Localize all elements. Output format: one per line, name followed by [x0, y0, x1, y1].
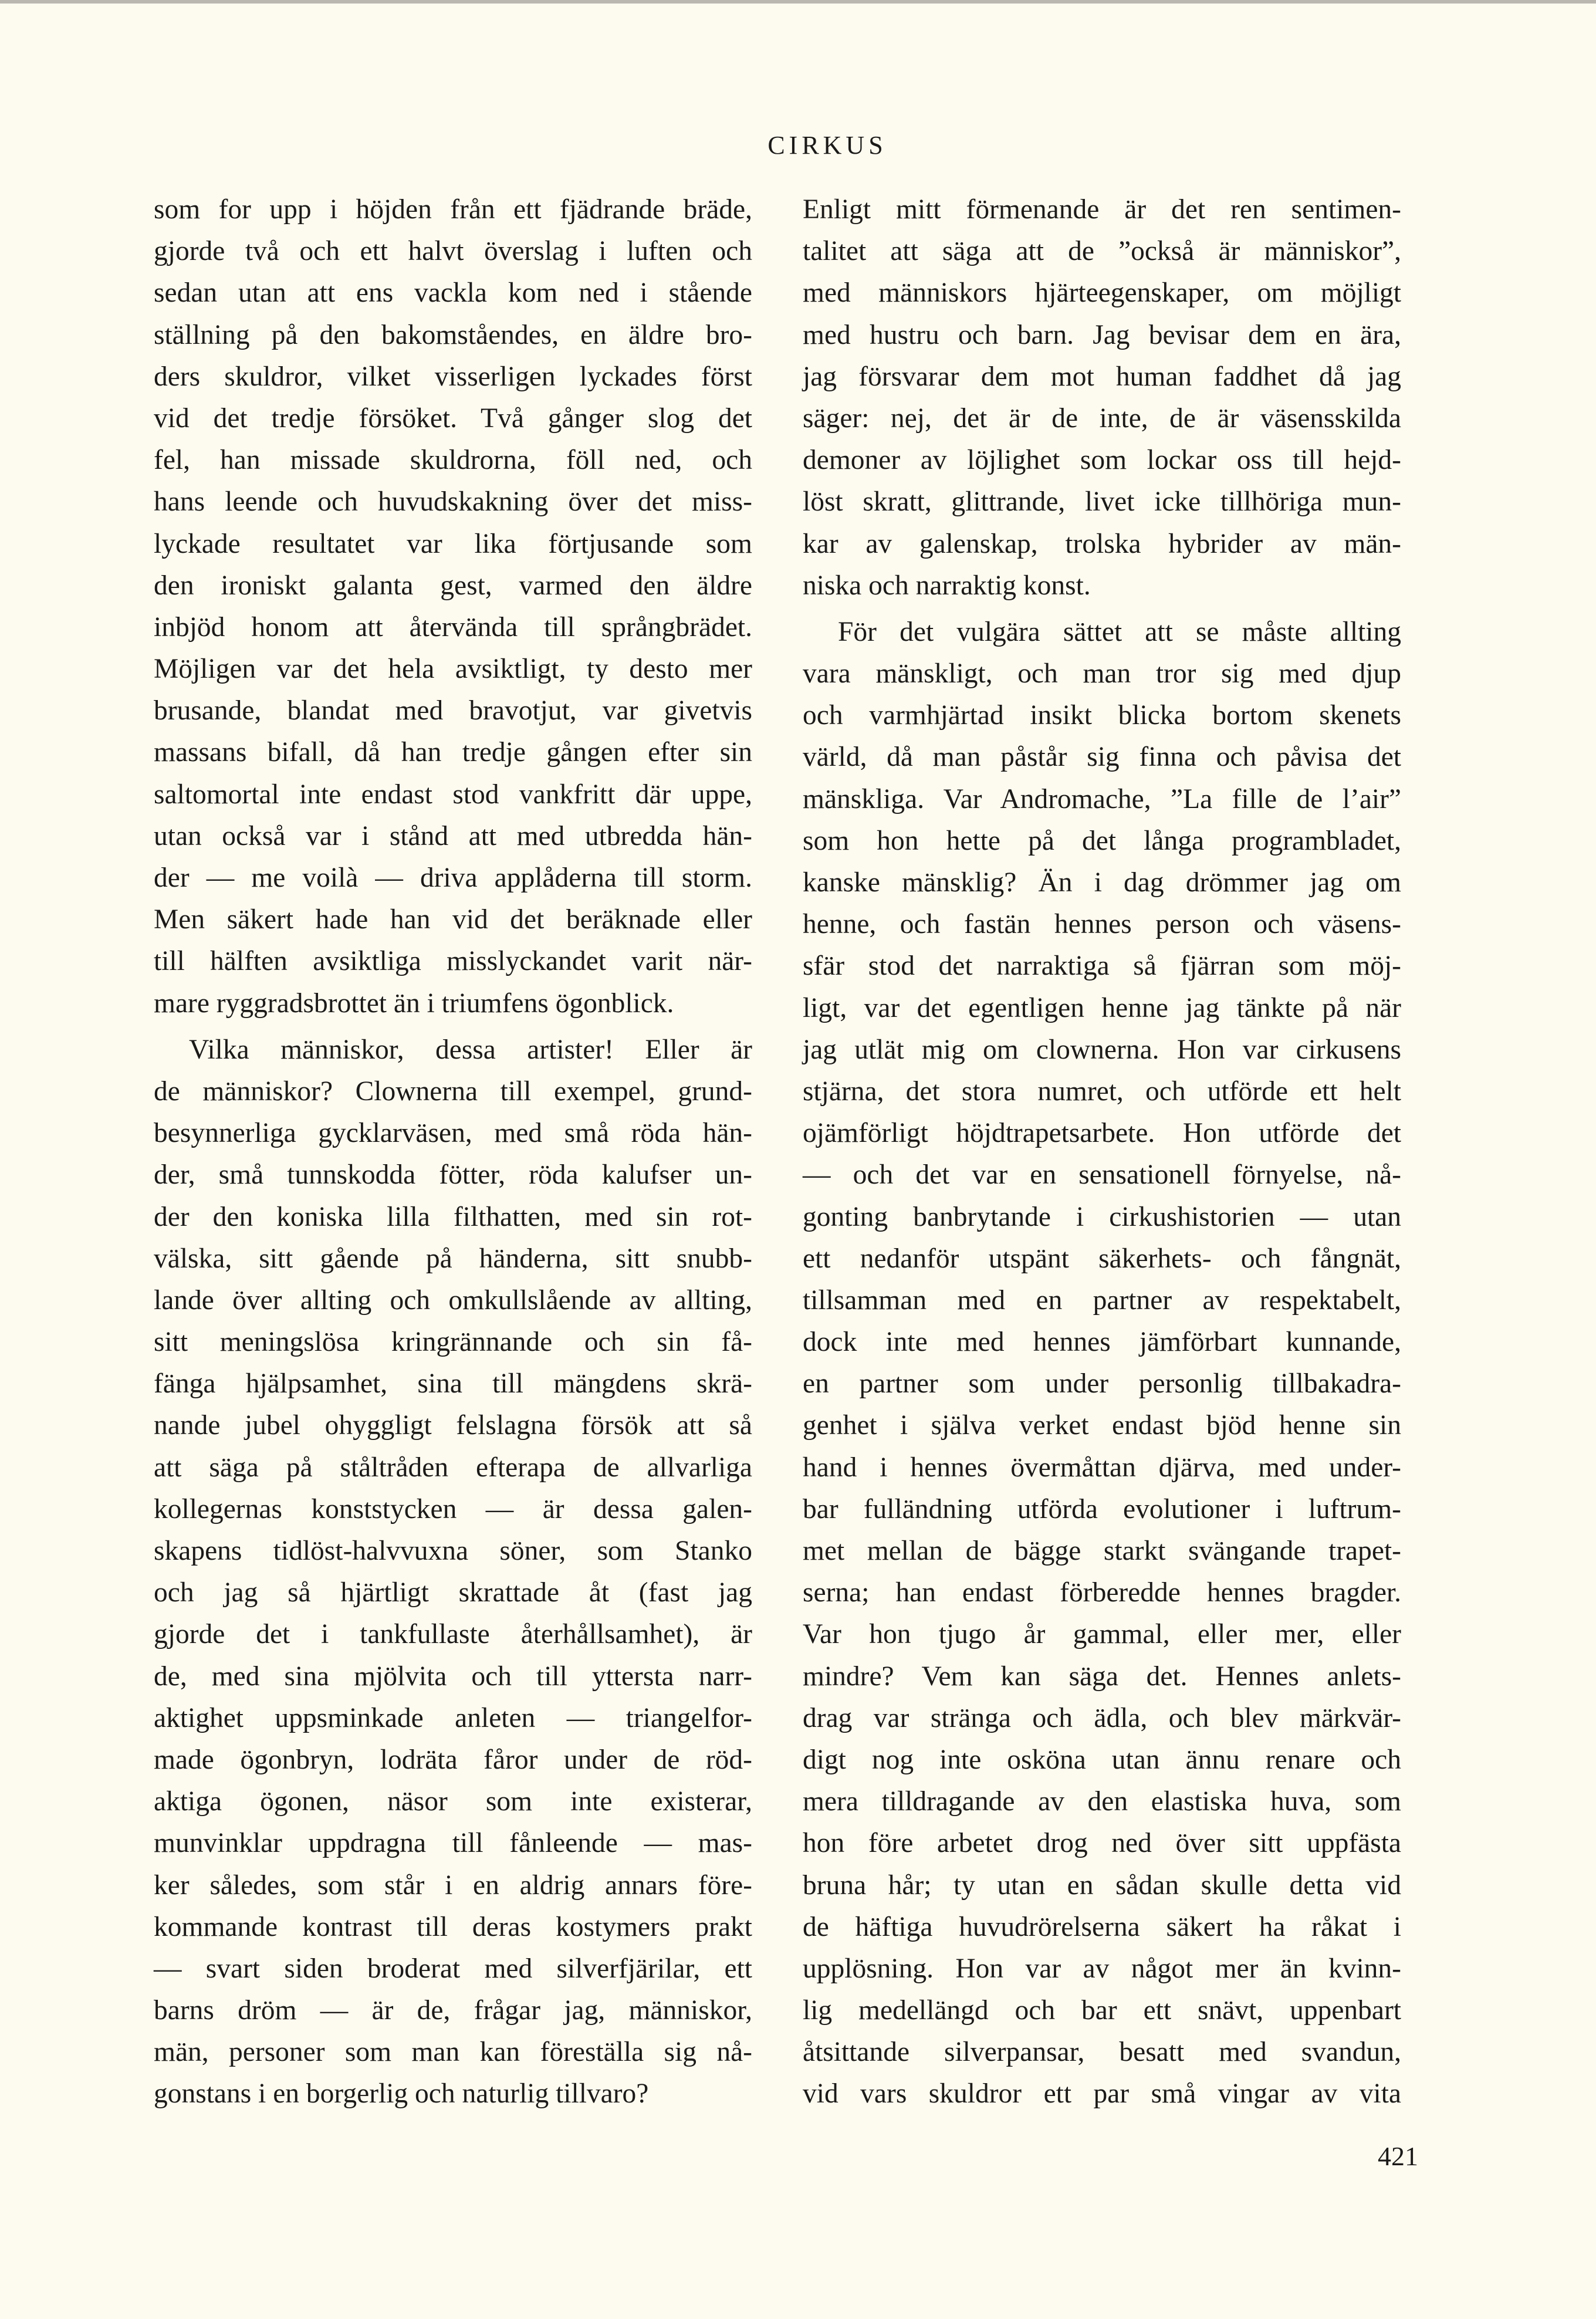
- text-line: drag var stränga och ädla, och blev märkvär-: [803, 1702, 1401, 1733]
- text-line: inbjöd honom att återvända till språngbrädet.: [154, 611, 752, 643]
- text-line: nande jubel ohyggligt felslagna försök att så: [154, 1410, 752, 1441]
- text-line: Vilka människor, dessa artister! Eller är: [189, 1034, 752, 1065]
- text-line: och jag så hjärtligt skrattade åt (fast jag: [154, 1577, 752, 1608]
- text-line: välska, sitt gående på händerna, sitt snubb-: [154, 1243, 752, 1274]
- text-line: skapens tidlöst-halvvuxna söner, som Stanko: [154, 1536, 752, 1566]
- text-line: Men säkert hade han vid det beräknade eller: [154, 904, 752, 935]
- left-column: [154, 189, 752, 2115]
- text-line: de häftiga huvudrörelserna säkert ha råkat i: [803, 1911, 1401, 1942]
- text-line: bruna hår; ty utan en sådan skulle detta vid: [803, 1870, 1401, 1901]
- text-line: tillsamman med en partner av respektabelt,: [803, 1284, 1401, 1316]
- text-line: kollegernas konststycken — är dessa galen-: [154, 1493, 752, 1524]
- text-line: med människors hjärteegenskaper, om möjligt: [803, 278, 1401, 309]
- text-line: mänskliga. Var Andromache, ”La fille de l’air”: [803, 783, 1401, 814]
- text-line: en partner som under personlig tillbakadra-: [803, 1368, 1401, 1399]
- text-line: henne, och fastän hennes person och väsens-: [803, 909, 1401, 940]
- text-line: och varmhjärtad insikt blicka bortom skenets: [803, 700, 1401, 731]
- text-line: Var hon tjugo år gammal, eller mer, eller: [803, 1619, 1401, 1650]
- text-line: digt nog inte osköna utan ännu renare och: [803, 1744, 1401, 1775]
- text-line: gonting banbrytande i cirkushistorien — utan: [803, 1201, 1401, 1232]
- text-line: saltomortal inte endast stod vankfritt där uppe,: [154, 779, 752, 810]
- text-line: ders skuldror, vilket visserligen lyckades först: [154, 361, 752, 392]
- text-line: hand i hennes övermåttan djärva, med under-: [803, 1452, 1401, 1483]
- text-line: till hälften avsiktliga misslyckandet varit när-: [154, 946, 752, 977]
- text-line: fänga hjälpsamhet, sina till mängdens skrä-: [154, 1368, 752, 1399]
- text-line: kommande kontrast till deras kostymers prakt: [154, 1911, 752, 1942]
- text-line: aktiga ögonen, näsor som inte existerar,: [154, 1786, 752, 1817]
- text-line: jag försvarar dem mot human faddhet då jag: [803, 361, 1401, 392]
- text-line: der den koniska lilla filthatten, med sin rot-: [154, 1201, 752, 1232]
- text-line: — svart siden broderat med silverfjärilar, ett: [154, 1953, 752, 1984]
- text-line: den ironiskt galanta gest, varmed den äldre: [154, 570, 752, 601]
- text-line: bar fulländning utförda evolutioner i luftrum-: [803, 1493, 1401, 1524]
- text-line: löst skratt, glittrande, livet icke tillhöriga mun-: [803, 486, 1401, 518]
- text-line: mindre? Vem kan säga det. Hennes anlets-: [803, 1661, 1401, 1692]
- paragraph: [803, 611, 1401, 2115]
- text-line: män, personer som man kan föreställa sig nå-: [154, 2037, 752, 2068]
- text-line: kanske mänsklig? Än i dag drömmer jag om: [803, 867, 1401, 898]
- text-line: säger: nej, det är de inte, de är väsensskilda: [803, 403, 1401, 434]
- text-line: vid vars skuldror ett par små vingar av vita: [803, 2078, 1401, 2110]
- text-line: ställning på den bakomståendes, en äldre bro-: [154, 319, 752, 350]
- text-line: lyckade resultatet var lika förtjusande som: [154, 528, 752, 559]
- text-line: Möjligen var det hela avsiktligt, ty desto mer: [154, 654, 752, 685]
- text-line: fel, han missade skuldrorna, föll ned, och: [154, 445, 752, 476]
- text-line: utan också var i stånd att med utbredda hän-: [154, 820, 752, 851]
- text-line: der, små tunnskodda fötter, röda kalufser un-: [154, 1160, 752, 1191]
- text-line: sedan utan att ens vackla kom ned i stående: [154, 278, 752, 309]
- text-line: talitet att säga att de ”också är människor”,: [803, 236, 1401, 267]
- text-line: dock inte med hennes jämförbart kunnande,: [803, 1327, 1401, 1358]
- text-line: jag utlät mig om clownerna. Hon var cirkusens: [803, 1034, 1401, 1065]
- text-line: gjorde två och ett halvt överslag i luften och: [154, 236, 752, 267]
- text-line: att säga på ståltråden efterapa de allvarliga: [154, 1452, 752, 1483]
- paragraph: [154, 1029, 752, 2115]
- text-line: kar av galenskap, trolska hybrider av män-: [803, 528, 1401, 559]
- text-line: lande över allting och omkullslående av allting,: [154, 1284, 752, 1316]
- text-line: munvinklar uppdragna till fånleende — mas-: [154, 1828, 752, 1859]
- text-line: lig medellängd och bar ett snävt, uppenbart: [803, 1995, 1401, 2026]
- text-line: massans bifall, då han tredje gången efter sin: [154, 737, 752, 768]
- text-line: gonstans i en borgerlig och naturlig tillvaro?: [154, 2078, 649, 2110]
- text-line: ker således, som står i en aldrig annars före-: [154, 1870, 752, 1901]
- paragraph: [803, 189, 1401, 607]
- paragraph-gap: [803, 607, 1401, 611]
- text-line: demoner av löjlighet som lockar oss till hejd-: [803, 445, 1401, 476]
- text-line: made ögonbryn, lodräta fåror under de röd-: [154, 1744, 752, 1775]
- text-line: mare ryggradsbrottet än i triumfens ögonblick.: [154, 988, 674, 1019]
- text-line: med hustru och barn. Jag bevisar dem en ära,: [803, 319, 1401, 350]
- text-line: vid det tredje försöket. Två gånger slog det: [154, 403, 752, 434]
- text-line: niska och narraktig konst.: [803, 570, 1091, 601]
- text-line: upplösning. Hon var av något mer än kvinn-: [803, 1953, 1401, 1984]
- scan-top-edge: [0, 0, 1596, 4]
- paragraph: [154, 189, 752, 1025]
- text-line: met mellan de bägge starkt svängande trapet-: [803, 1536, 1401, 1566]
- text-line: aktighet uppsminkade anleten — triangelfor-: [154, 1702, 752, 1733]
- text-line: sitt meningslösa kringrännande och sin få-: [154, 1327, 752, 1358]
- page-number: 421: [1378, 2141, 1418, 2171]
- text-line: vara mänskligt, och man tror sig med djup: [803, 658, 1401, 689]
- text-line: som for upp i höjden från ett fjädrande bräde,: [154, 194, 752, 225]
- text-line: För det vulgära sättet att se måste allting: [838, 616, 1401, 647]
- text-line: hon före arbetet drog ned över sitt uppfästa: [803, 1828, 1401, 1859]
- text-line: som hon hette på det långa programbladet,: [803, 825, 1401, 856]
- text-line: mera tilldragande av den elastiska huva, som: [803, 1786, 1401, 1817]
- text-line: Enligt mitt förmenande är det ren sentimen-: [803, 194, 1401, 225]
- right-column: [803, 189, 1401, 2115]
- text-line: gjorde det i tankfullaste återhållsamhet), är: [154, 1619, 752, 1650]
- text-line: — och det var en sensationell förnyelse, nå-: [803, 1160, 1401, 1191]
- text-line: ett nedanför utspänt säkerhets- och fångnät,: [803, 1243, 1401, 1274]
- text-line: värld, då man påstår sig finna och påvisa det: [803, 742, 1401, 773]
- text-line: brusande, blandat med bravotjut, var givetvis: [154, 695, 752, 726]
- text-line: hans leende och huvudskakning över det miss-: [154, 486, 752, 518]
- text-line: sfär stod det narraktiga så fjärran som möj-: [803, 951, 1401, 982]
- text-line: ojämförligt höjdtrapetsarbete. Hon utförde det: [803, 1118, 1401, 1149]
- text-line: ligt, var det egentligen henne jag tänkte på när: [803, 992, 1401, 1023]
- paragraph-gap: [154, 1025, 752, 1029]
- text-line: de människor? Clownerna till exempel, grund-: [154, 1076, 752, 1107]
- running-head: CIRKUS: [767, 131, 887, 160]
- text-line: de, med sina mjölvita och till yttersta narr-: [154, 1661, 752, 1692]
- text-line: barns dröm — är de, frågar jag, människor,: [154, 1995, 752, 2026]
- text-line: serna; han endast förberedde hennes bragder.: [803, 1577, 1401, 1608]
- text-line: besynnerliga gycklarväsen, med små röda hän-: [154, 1118, 752, 1149]
- text-line: der — me voilà — driva applåderna till storm.: [154, 863, 752, 893]
- text-line: stjärna, det stora numret, och utförde ett helt: [803, 1076, 1401, 1107]
- text-line: genhet i själva verket endast bjöd henne sin: [803, 1410, 1401, 1441]
- text-line: åtsittande silverpansar, besatt med svandun,: [803, 2037, 1401, 2068]
